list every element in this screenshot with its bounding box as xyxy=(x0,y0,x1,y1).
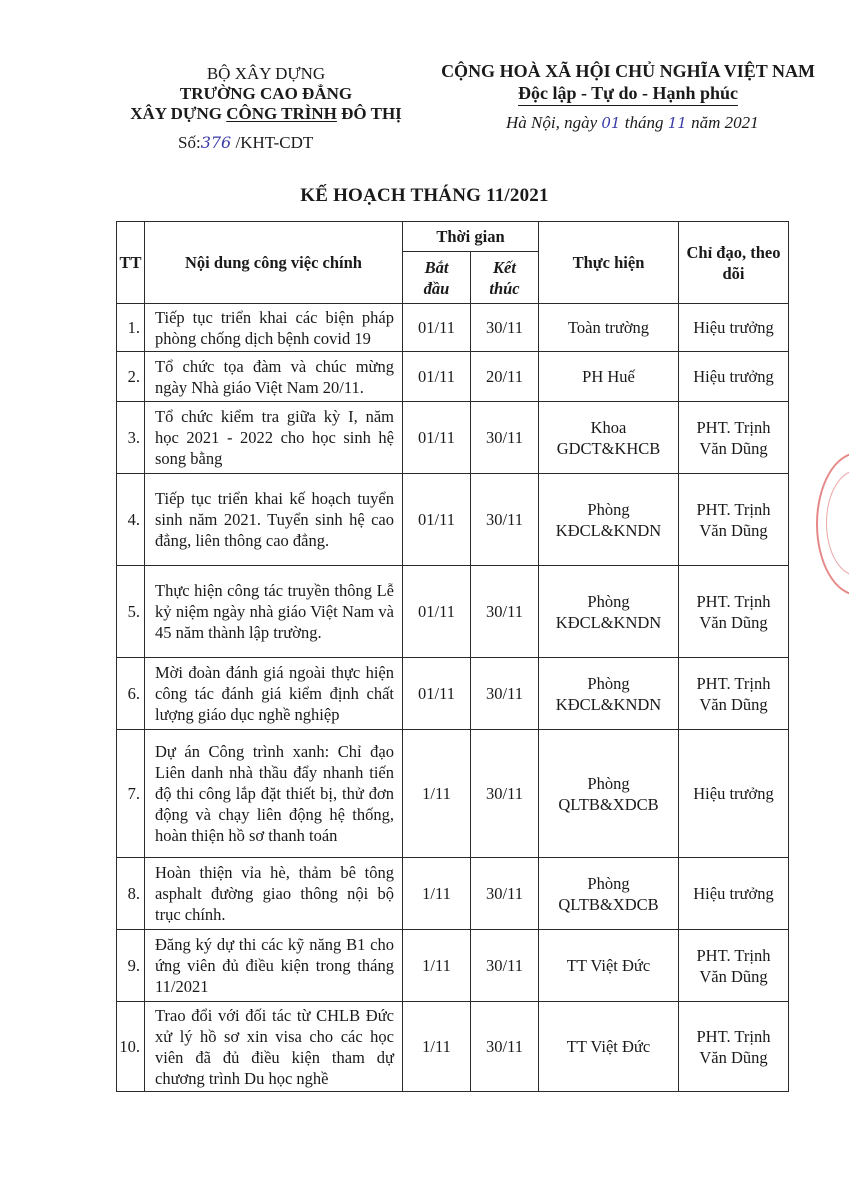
director: Hiệu trưởng xyxy=(679,304,789,352)
table-row xyxy=(117,658,789,730)
table-row xyxy=(117,352,789,402)
executor: Phòng KĐCL&KNDN xyxy=(539,658,679,730)
executor: Phòng QLTB&XDCB xyxy=(539,730,679,858)
start-date: 01/11 xyxy=(403,474,471,566)
start-date: 1/11 xyxy=(403,1002,471,1092)
start-date: 01/11 xyxy=(403,658,471,730)
task-content: Thực hiện công tác truyền thông Lễ kỷ niệm ngày nhà giáo Việt Nam và 45 năm thành lập trường. xyxy=(145,566,403,658)
doc-number-suffix: /KHT-CDT xyxy=(231,133,314,152)
row-number: 10. xyxy=(117,1002,145,1092)
end-date: 30/11 xyxy=(471,930,539,1002)
start-date: 01/11 xyxy=(403,304,471,352)
director: PHT. Trịnh Văn Dũng xyxy=(679,1002,789,1092)
task-content: Hoàn thiện vỉa hè, thảm bê tông asphalt đường giao thông nội bộ trục chính. xyxy=(145,858,403,930)
header-executor: Thực hiện xyxy=(539,222,679,304)
table-row xyxy=(117,402,789,474)
task-content: Mời đoàn đánh giá ngoài thực hiện công tác đánh giá kiểm định chất lượng giáo dục nghề nghiệp xyxy=(145,658,403,730)
header-start: Bắt đầu xyxy=(403,252,471,304)
row-number: 6. xyxy=(117,658,145,730)
school-name-part: XÂY DỰNG xyxy=(130,104,227,123)
director: PHT. Trịnh Văn Dũng xyxy=(679,566,789,658)
plan-table xyxy=(116,221,789,1092)
end-date: 30/11 xyxy=(471,658,539,730)
director: Hiệu trưởng xyxy=(679,730,789,858)
date-month-handwritten: 11 xyxy=(667,114,687,132)
start-date: 01/11 xyxy=(403,402,471,474)
executor: Khoa GDCT&KHCB xyxy=(539,402,679,474)
doc-number-label: Số: xyxy=(178,133,201,152)
row-number: 3. xyxy=(117,402,145,474)
executor: TT Việt Đức xyxy=(539,1002,679,1092)
start-date: 1/11 xyxy=(403,858,471,930)
issuing-agency xyxy=(108,64,424,124)
row-number: 7. xyxy=(117,730,145,858)
executor: PH Huế xyxy=(539,352,679,402)
end-date: 30/11 xyxy=(471,1002,539,1092)
table-row xyxy=(117,474,789,566)
end-date: 30/11 xyxy=(471,402,539,474)
date-year: năm 2021 xyxy=(686,113,759,132)
row-number: 1. xyxy=(117,304,145,352)
task-content: Đăng ký dự thi các kỹ năng B1 cho ứng viên đủ điều kiện trong tháng 11/2021 xyxy=(145,930,403,1002)
end-date: 30/11 xyxy=(471,858,539,930)
date-month-label: tháng xyxy=(620,113,668,132)
end-date: 20/11 xyxy=(471,352,539,402)
plan-table-body xyxy=(117,304,789,1092)
ministry-name: BỘ XÂY DỰNG xyxy=(206,64,326,83)
task-content: Dự án Công trình xanh: Chỉ đạo Liên danh nhà thầu đẩy nhanh tiến độ thi công lắp đặt thiết bị, thử đơn động và chạy liên động hệ thống, hoàn thiện hồ sơ thanh toán xyxy=(145,730,403,858)
date-day-handwritten: 01 xyxy=(601,114,621,132)
header-content: Nội dung công việc chính xyxy=(145,222,403,304)
director: Hiệu trưởng xyxy=(679,858,789,930)
task-content: Tiếp tục triển khai kế hoạch tuyển sinh năm 2021. Tuyển sinh hệ cao đẳng, liên thông cao đẳng. xyxy=(145,474,403,566)
document-number xyxy=(178,133,313,153)
director: Hiệu trưởng xyxy=(679,352,789,402)
task-content: Tổ chức kiểm tra giữa kỳ I, năm học 2021 - 2022 cho học sinh hệ song bằng xyxy=(145,402,403,474)
school-name-underlined: CÔNG TRÌNH xyxy=(226,104,337,123)
executor: Toàn trường xyxy=(539,304,679,352)
end-date: 30/11 xyxy=(471,474,539,566)
executor: Phòng QLTB&XDCB xyxy=(539,858,679,930)
table-row xyxy=(117,304,789,352)
task-content: Tổ chức tọa đàm và chúc mừng ngày Nhà giáo Việt Nam 20/11. xyxy=(145,352,403,402)
row-number: 5. xyxy=(117,566,145,658)
executor: Phòng KĐCL&KNDN xyxy=(539,474,679,566)
director: PHT. Trịnh Văn Dũng xyxy=(679,930,789,1002)
table-row xyxy=(117,1002,789,1092)
executor: TT Việt Đức xyxy=(539,930,679,1002)
country-name: CỘNG HOÀ XÃ HỘI CHỦ NGHĨA VIỆT NAM xyxy=(441,61,815,81)
date-prefix: Hà Nội, ngày xyxy=(506,113,602,132)
end-date: 30/11 xyxy=(471,566,539,658)
table-row xyxy=(117,858,789,930)
school-name-part: ĐÔ THỊ xyxy=(336,104,402,123)
row-number: 2. xyxy=(117,352,145,402)
header-time: Thời gian xyxy=(403,222,539,252)
document-title: KẾ HOẠCH THÁNG 11/2021 xyxy=(300,185,549,206)
issue-date xyxy=(506,113,759,133)
row-number: 8. xyxy=(117,858,145,930)
start-date: 01/11 xyxy=(403,566,471,658)
school-name-line1: TRƯỜNG CAO ĐẲNG xyxy=(179,84,353,103)
executor: Phòng KĐCL&KNDN xyxy=(539,566,679,658)
director: PHT. Trịnh Văn Dũng xyxy=(679,402,789,474)
table-row xyxy=(117,566,789,658)
director: PHT. Trịnh Văn Dũng xyxy=(679,474,789,566)
task-content: Tiếp tục triển khai các biện pháp phòng chống dịch bệnh covid 19 xyxy=(145,304,403,352)
start-date: 1/11 xyxy=(403,730,471,858)
director: PHT. Trịnh Văn Dũng xyxy=(679,658,789,730)
motto: Độc lập - Tự do - Hạnh phúc xyxy=(518,82,738,106)
start-date: 1/11 xyxy=(403,930,471,1002)
end-date: 30/11 xyxy=(471,304,539,352)
doc-number-handwritten: 376 xyxy=(200,133,232,152)
table-row xyxy=(117,930,789,1002)
row-number: 4. xyxy=(117,474,145,566)
start-date: 01/11 xyxy=(403,352,471,402)
header-tt: TT xyxy=(117,222,145,304)
task-content: Trao đổi với đối tác từ CHLB Đức xử lý hồ sơ xin visa cho các học viên đã đủ điều kiện tham dự chương trình Du học nghề xyxy=(145,1002,403,1092)
header-director: Chỉ đạo, theo dõi xyxy=(679,222,789,304)
row-number: 9. xyxy=(117,930,145,1002)
national-heading xyxy=(428,60,828,106)
end-date: 30/11 xyxy=(471,730,539,858)
school-name-line2 xyxy=(108,104,424,124)
header-end: Kết thúc xyxy=(471,252,539,304)
table-row xyxy=(117,730,789,858)
